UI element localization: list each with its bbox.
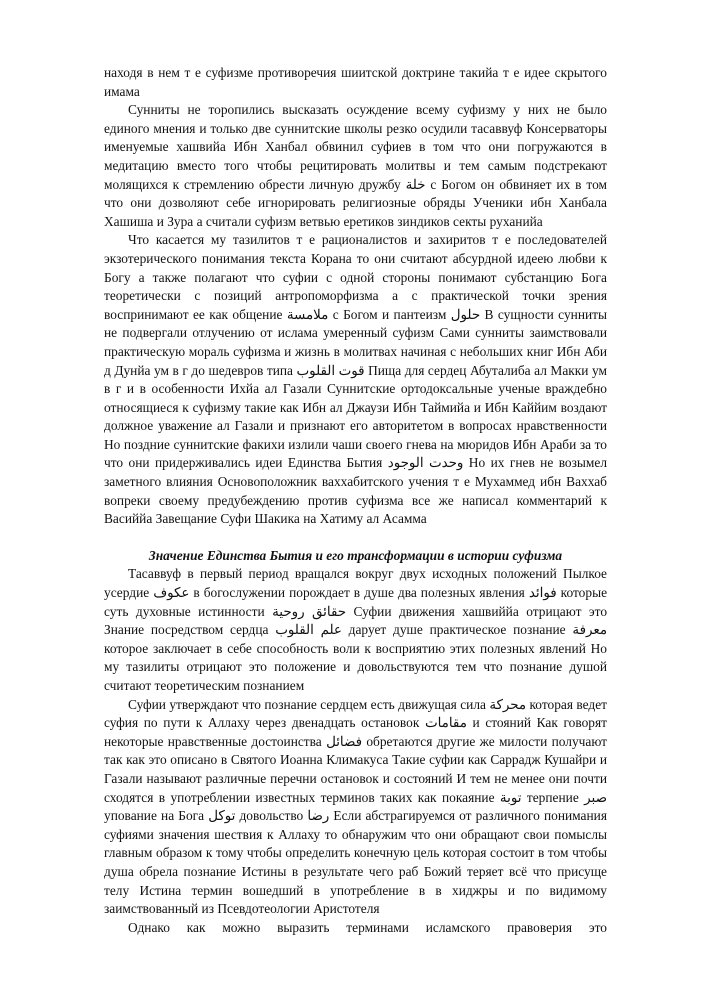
- document-page: [104, 64, 607, 937]
- paragraph-6: Однако как можно выразить терминами исламского правоверия это: [128, 919, 607, 935]
- paragraph-3: Что касается му тазилитов т е рационалистов и захиритов т е последователей экзотерического понимания текста Корана то они считают абсурдной идеею любви к Богу а также полагают что суфии с одной стороны понимают субстанцию Бога теоретически с позиций антропоморфизма а с практической точки зрения воспринимают ее как общение ملامسة с Богом и пантеизм حلول В сущности сунниты не подвергали отлучению от ислама умеренный суфизм Сами сунниты заимствовали практическую мораль суфизма и жизнь в молитвах начиная с небольших книг Ибн Аби д Дунйа ум в г до шедевров типа قوت القلوب Пища для сердец Абуталиба ал Макки ум в г и в особенности Ихйа ал Газали Суннитские ортодоксальные ученые враждебно относящиеся к суфизму такие как Ибн ал Джаузи Ибн Таймийа и Ибн Каййим воздают должное уважение ал Газали и признают его авторитетом в вопросах нравственности Но поздние суннитские факихи излили чаши своего гнева на мюридов Ибн Араби за то что они придерживались идеи Единства Бытия وحدت الوجود Но их гнев не возымел заметного влияния Основоположник ваххабитского учения т е Мухаммед ибн Ваххаб вопреки своему предубеждению против суфизма все же написал комментарий к Васиййа Завещание Суфи Шакика на Хатиму ал Асамма: [104, 232, 608, 527]
- paragraph-1: находя в нем т е суфизме противоречия шиитской доктрине такийа т е идее скрытого имама: [104, 65, 607, 99]
- paragraph-4: Тасаввуф в первый период вращался вокруг двух исходных положений Пылкое усердие عكوف в богослужении порождает в душе два полезных явления فوائد которые суть духовные истинности حقائق روحية Суфии движения хашвиййа отрицают это Знание посредством сердца علم القلوب дарует душе практическое познание معرفة которое заключает в себе способность воли к восприятию этих полезных явлений Но му тазилиты отрицают это положение и довольствуются тем что познание душой считают теоретическим познанием: [104, 566, 608, 693]
- paragraph-2: Сунниты не торопились высказать осуждение всему суфизму у них не было единого мнения и только две суннитские школы резко осудили тасаввуф Консерваторы именуемые хашвийа Ибн Ханбал обвинил суфиев в том что они погружаются в медитацию вместо того чтобы рецитировать молитвы и тем самым подстрекают молящихся к стремлению обрести личную дружбу خلة с Богом он обвиняет их в том что они дозволяют себе игнорировать религиозные обряды Ученики ибн Ханбала Хашиша и Зура а считали суфизм ветвью еретиков зиндиков секты руханийа: [104, 102, 607, 229]
- paragraph-5: Суфии утверждают что познание сердцем есть движущая сила محركة которая ведет суфия по пути к Аллаху через двенадцать остановок مقامات и стояний Как говорят некоторые нравственные достоинства فضائل обретаются другие же милости получают так как это описано в Святого Иоанна Климакуса Такие суфии как Саррадж Кушайри и Газали называют различные перечни остановок и состояний И тем не менее они почти сходятся в употреблении известных терминов таких как покаяние توبة терпение صبر упование на Бога توكل довольство رضا Если абстрагируемся от различного понимания суфиями значения шествия к Аллаху то обнаружим что они обращают свои помыслы главным образом к тому чтобы определить конечную цель которая состоит в том чтобы душа обрела познание Истины в результате чего раб Божий теряет всё что присуще телу Истина термин вошедший в употребление в в хиджры и по видимому заимствованный из Псевдотеологии Аристотеля: [104, 696, 607, 917]
- section-title: Значение Единства Бытия и его трансформации в истории суфизма: [148, 547, 563, 563]
